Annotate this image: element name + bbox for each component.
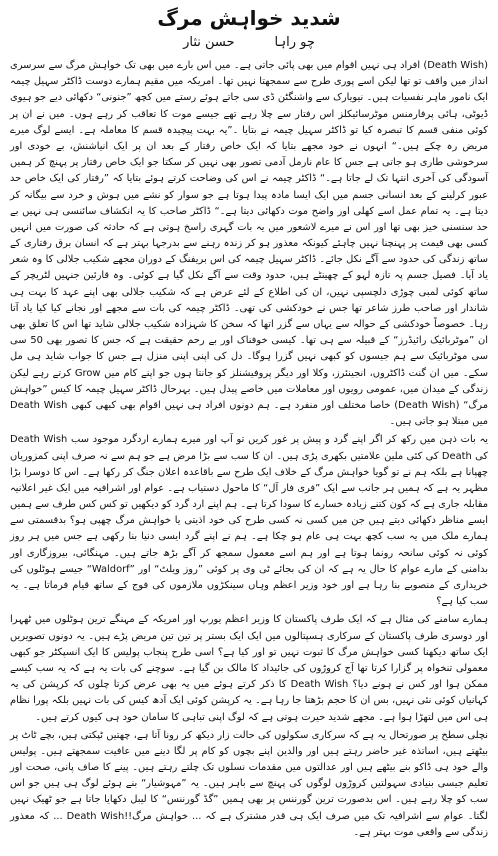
paragraph: ہمارے سامنے کی مثال ہے کہ ایک طرف پاکستان کا وزیر اعظم یورپ اور امریکہ کے مہنگے ترین ہوٹلوں میں ٹھہرا اور دوسری طرف پاکستان کے سرکاری ہسپتالوں میں ایک ایک بستر پر تین تین مریض پڑے ہیں۔ یہ دونوں تصویریں ایک ساتھ دیکھنا کسی خواہش مرگ کا ثبوت نہیں تو اور کیا ہے؟ اسی طرح پنجاب پولیس کا ایک انسپکٹر جو کبھی معمولی تنخواہ پر گزارا کرتا تھا آج کروڑوں کی جائیداد کا مالک بن گیا ہے۔ سوچنے کی بات یہ ہے کہ یہ سب کیسے ممکن ہوا اور کس نے ہونے دیا؟ Death Wish کا ذکر کرتے ہوئے میں یہ بھی عرض کرتا چلوں کہ کرپشن کی یہ کہانیاں کوئی نئی نہیں، بس ان کا حجم بڑھتا جا رہا ہے۔ یہ کرپشن کوئی ایک آدھ کیس کی بات نہیں بلکہ پورا نظام ہی اس میں لتھڑا ہوا ہے۔ مجھے شدید حیرت ہوتی ہے کہ لوگ اپنی تباہی کا سامان خود ہی کیوں کرتے ہیں۔ (10, 614, 488, 723)
column-name: چو راہا (274, 35, 315, 50)
paragraph: (Death Wish) افراد ہی نہیں اقوام میں بھی پائی جاتی ہے۔ میں اس بارے میں بھی تک خواہش مرگ سے سرسری انداز میں واقف تو تھا لیکن اسے پوری طرح سے سمجھتا نہیں تھا۔ امریکہ میں مقیم ہمارے دوست ڈاکٹر سہیل چیمہ ایک نامور ماہر نفسیات ہیں۔ نیویارک سے واشنگٹن ڈی سی جاتے ہوئے رستے میں کچھ ”جنونی“ دکھائی دیے جو ہیوی ڈیوٹی، ہائی پرفارمنس موٹرسائیکلز اس رفتار سے چلا رہے تھے جیسے موت کا تعاقب کر رہے ہوں۔ میں نے ان پر کوئی منفی قسم کا تبصرہ کیا تو ڈاکٹر سہیل چیمہ نے بتایا ۔”یہ بہت پیچیدہ قسم کا معاملہ ہے۔ ایسے لوگ میرے مریض رہ چکے ہیں۔“ انہوں نے خود مجھے بتایا کہ ایک خاص رفتار کے بعد ان پر ایک انیاشنش، بے خودی اور سرخوشی طاری ہو جاتی ہے جس کا عام نارمل آدمی تصور بھی نہیں کر سکتا جو ایک خاص رفتار پر پہنچ کر ہمیں آسودگی کی آخری انتہا تک لے جاتا ہے۔“ ڈاکٹر چیمہ نے اس کی وضاحت کرتے ہوئے بتایا کہ ”رفتار کی ایک خاص حد عبور کرلینے کے بعد انسانی جسم میں ایک ایسا مادہ پیدا ہوتا ہے جو سوار کو نشے میں ہوش و خرد سے بیگانہ کر دیتا ہے۔ یہ تمام عمل اسے کھلی اور واضح موت دکھائی دیتا ہے۔“ ڈاکٹر صاحب کا یہ انکشاف سائنسی ہی نہیں بے حد سنسنی خیز بھی تھا اور اس نے میرے لاشعور میں یہ بات گہری راسخ ہوتی ہے کہ حادثہ کی صورت میں انہیں کسی بھی قیمت پر پہنچنا نہیں چاہئے کیونکہ معذور ہو کر زندہ رہنے سے بدرجہا بہتر ہے کہ انسان برق رفتاری کے ساتھ زندگی کی حدود سے آگے نکل جائے۔ ڈاکٹر سہیل چیمہ کی اس بریفنگ کے دوران مجھے شکیب جلالی کا وہ شعر یاد آیا۔ فصیل جسم پہ تازہ لہو کے چھینٹے ہیں، حدود وقت سے آگے نکل گیا ہے کوئی۔ وہ قارئین جنہیں لٹریچر کے ساتھ کوئی لمبی چوڑی دلچسپی نہیں، ان کی اطلاع کے لئے عرض ہے کہ شکیب جلالی بھی اپنے عہد کا بہت ہی شاندار اور صاحب طرز شاعر تھا جس نے خودکشی کی تھی۔ ڈاکٹر چیمہ کی بات سے مجھے اور نجانے کیا کیا یاد آتا رہا۔ خصوصاً خودکشی کے حوالہ سے یہاں سے گزر اتھا کہ سخن کا شہزادہ شکیب جلالی شاید تھا اس کا تعلق بھی ان ”موٹربائیک رائیڈرز“ کے قبیلہ سے ہی تھا۔ کیسی خوفناک اور بے رحم حقیقت ہے کہ جس کا تصور بھی 50 سی سی موٹربائیک سے ہم جیسوں کو کبھی نہیں گزرا ہوگا۔ دل کی اپنی اپنی منزل ہے جس کا جواب شاید ہی مل سکے۔ میں ان گنت ڈاکٹروں، انجینئرز، وکلا اور دیگر پروفیشنلز کو جانتا ہوں جو اپنے کام میں Grow کرتے رہے لیکن زندگی کے میدان میں، عمومی رویوں اور معاملات میں خاصے پیدل ہیں۔ بہرحال ڈاکٹر سہیل چیمہ کا کیس ”خواہش مرگ“ (Death Wish) خاصا مختلف اور منفرد ہے۔ ہم دونوں افراد ہی نہیں اقوام بھی کبھی کبھی Death Wish میں مبتلا ہو جاتی ہیں۔ (10, 60, 489, 428)
article-title: شدید خواہش مرگ (157, 6, 341, 30)
author-name: حسن نثار (183, 35, 235, 50)
paragraph: یہ بات ذہن میں رکھ کر اگر اپنے گرد و پیش پر غور کریں تو آپ اور میرے ہمارے اردگرد موجود سب Death Wish کی Death کی کئی ملین علامتیں بکھری پڑی ہیں۔ ان کا سب سے بڑا مرض ہے جو ہم سے نہ صرف اپنی کمزوریاں چھپانا ہے بلکہ ہم نے تو گویا خواہش مرگ کے خلاف ایک طرح سے باقاعدہ اعلان جنگ کر رکھا ہے۔ اس کا دوسرا بڑا مظہر یہ ہے کہ ہمیں ہر جانب سے ایک ”فری فار آل“ کا ماحول دستیاب ہے۔ عوام اور اشرافیہ میں ایک غیر اعلانیہ مقابلہ جاری ہے کہ کون کتنے زیادہ خسارے کا سودا کرتا ہے۔ ہم اپنے ارد گرد کو دیکھیں تو کس کس طرف سے ہمیں ایسے مناظر دکھائی دیتے ہیں جن میں کسی نہ کسی طرح کی خود اذیتی یا خواہش مرگ چھپی ہو؟ بدقسمتی سے ہمارے ملک میں یہ سب کچھ بہت ہی عام ہو چکا ہے۔ ہم نے اپنے گرد ایسی دنیا بنا رکھی ہے جس میں ہر روز کوئی نہ کوئی سانحہ رونما ہوتا ہے اور ہم اسے معمول سمجھ کر آگے بڑھ جاتے ہیں۔ مہنگائی، بیروزگاری اور بدامنی کے مارے عوام کا حال یہ ہے کہ ان کی بجائے ٹی وی پر کوئی ”روز ویلٹ“ اور ”Waldorf“ جیسے ہوٹلوں کی خریداری کے منصوبے بنا رہا ہے اور خود وزیر اعظم وہاں سینکڑوں ملازموں کی فوج کے ساتھ قیام فرماتا ہے۔ یہ سب کیا ہے؟ (10, 434, 488, 608)
article-body (10, 58, 488, 841)
paragraph: نچلی سطح پر صورتحال یہ ہے کہ سرکاری سکولوں کی حالت زار دیکھ کر رونا آتا ہے، چھتیں ٹپکتی ہیں، بچے ٹاٹ پر بیٹھتے ہیں، اساتذہ غیر حاضر رہتے ہیں اور والدین اپنے بچوں کو کام پر لگا دینے میں عافیت سمجھتے ہیں۔ پولیس والے خود ہی ڈاکو بنے بیٹھے ہیں اور عدالتوں میں مقدمات نسلوں تک چلتے رہتے ہیں۔ پینے کا صاف پانی، صحت اور تعلیم جیسی بنیادی سہولتیں کروڑوں لوگوں کی پہنچ سے باہر ہیں۔ یہ ”مہوشیار“ بنے ہوئے لوگ ہی ہیں جو اس سب کو چلا رہے ہیں۔ اس بدصورت ترین گورننس پر بھی ہمیں ”گڈ گورننس“ کا لیبل دکھایا جاتا ہے جو ٹھیک نہیں لگتا۔ عوام سے اشرافیہ تک میں صرف ایک ہی قدر مشترک ہے کہ ... خواہش مرگ!!Death Wish ... کہ معذور زندگی سے واقعی موت بہتر ہے۔ (10, 729, 488, 838)
byline (10, 34, 488, 52)
